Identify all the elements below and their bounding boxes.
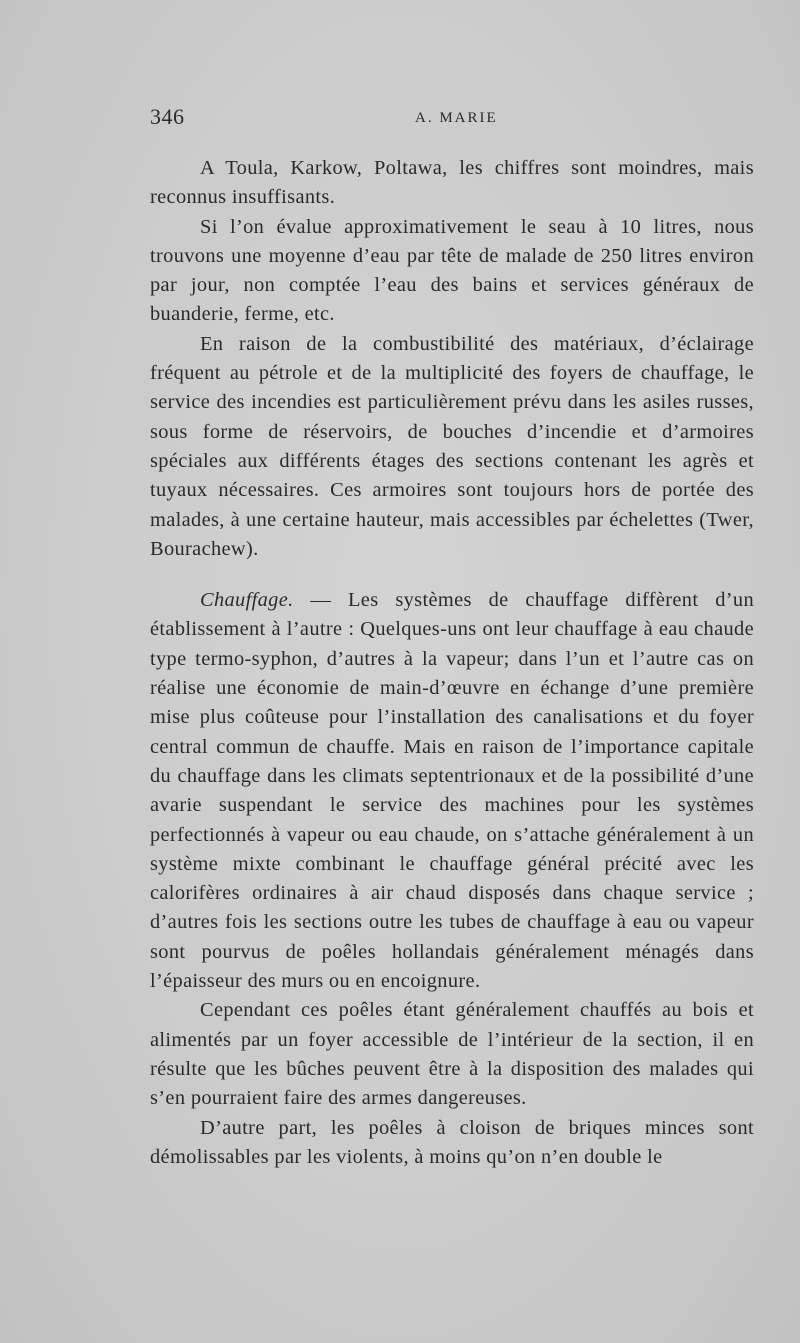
paragraph-6: D’autre part, les poêles à cloison de briques minces sont démolissables par les violents, à moins qu’on n’en double le [150, 1116, 754, 1168]
section-first-paragraph-text: Les systèmes de chauffage diffèrent d’un établissement à l’autre : Quelques-uns ont leur chauffage à eau chaude type termo-syphon, d’autres à la vapeur; dans l’un et l’autre cas on réalise une économie de main-d’œuvre en échange d’une première mise plus coûteuse pour l’installation des canalisations et du foyer central commun de chauffe. Mais en raison de l’importance capitale du chauffage dans les climats septentrionaux et de la possibilité d’une avarie suspendant le service des machines pour les systèmes perfectionnés à vapeur ou eau chaude, on s’attache généralement à un système mixte combinant le chauffage général précité avec les calorifères ordinaires à air chaud disposés dans chaque service ; d’autres fois les sections outre les tubes de chauffage à eau ou vapeur sont pourvus de poêles hollandais généralement ménagés dans l’épaisseur des murs ou en encoignure. [150, 589, 754, 993]
paragraph-2: Si l’on évalue approximativement le seau à 10 litres, nous trouvons une moyenne d’eau par tête de malade de 250 litres environ par jour, non comptée l’eau des bains et services généraux de buanderie, ferme, etc. [150, 215, 754, 326]
body-text [150, 154, 754, 1172]
page-number: 346 [150, 104, 185, 129]
paragraph-1: A Toula, Karkow, Poltawa, les chiffres sont moindres, mais reconnus insuffisants. [150, 157, 754, 209]
paragraph-5: Cependant ces poêles étant généralement chauffés au bois et alimentés par un foyer accessible de l’intérieur de la section, il en résulte que les bûches peuvent être à la disposition des malades qui s’en pourraient faire des armes dangereuses. [150, 999, 754, 1110]
section-gap [150, 564, 754, 586]
paragraph-3: En raison de la combustibilité des matériaux, d’éclairage fréquent au pétrole et de la multiplicité des foyers de chauffage, le service des incendies est particulièrement prévu dans les asiles russes, sous forme de réservoirs, de bouches d’incendie et d’armoires spéciales aux différents étages des sections contenant les agrès et tuyaux nécessaires. Ces armoires sont toujours hors de portée des malades, à une certaine hauteur, mais accessibles par échelettes (Twer, Bourachew). [150, 332, 754, 560]
section-title: Chauffage. [200, 589, 294, 612]
page-header [150, 104, 750, 134]
section-title-dash: — [293, 589, 348, 612]
section-paragraph-chauffage [150, 586, 754, 996]
running-head: A. MARIE [415, 110, 498, 126]
